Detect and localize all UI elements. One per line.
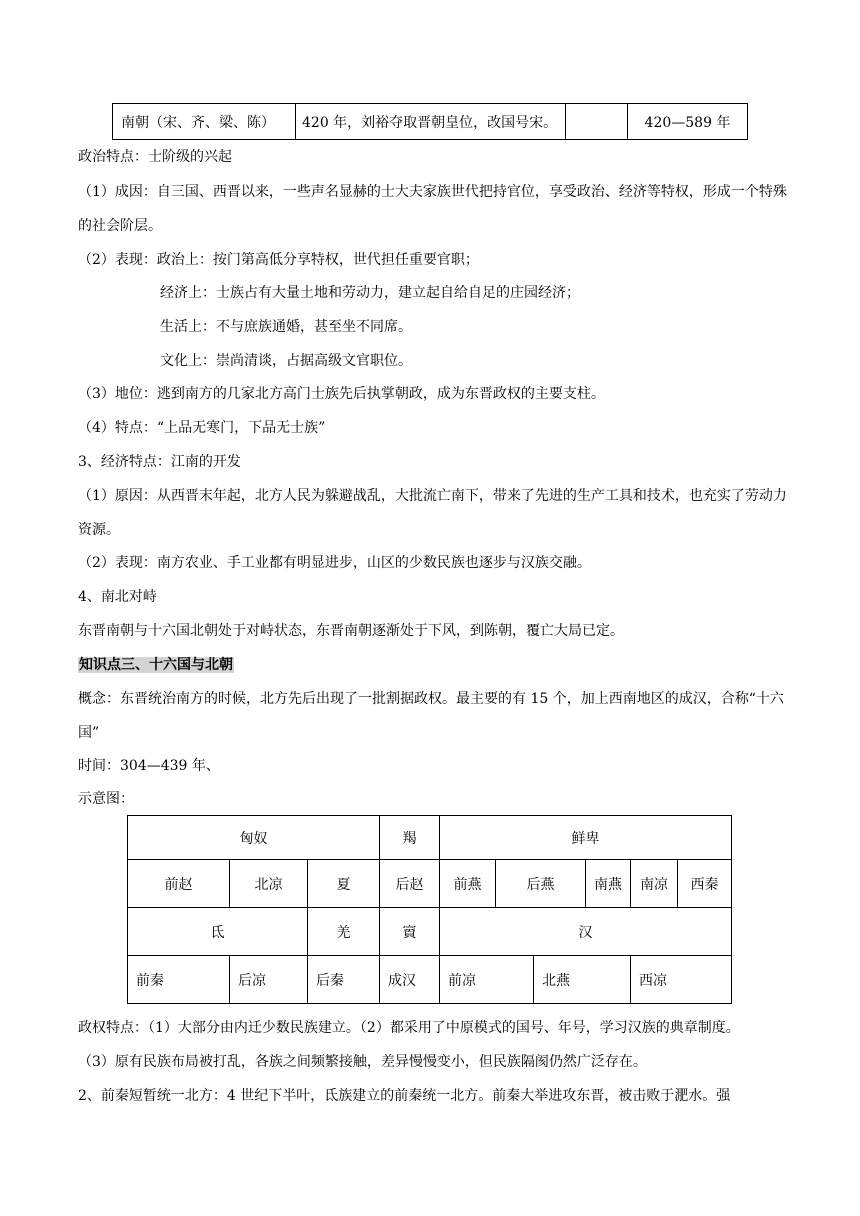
kingdom-cell: 后秦: [308, 956, 380, 1004]
kingdom-cell: 成汉: [380, 956, 440, 1004]
cause-paragraph: （1）成因：自三国、西晋以来，一些声名显赫的士大夫家族世代把持官位，享受政治、经济等特权，形成一个特殊的社会阶层。: [78, 184, 787, 234]
ethnic-group-cell: 羌: [308, 908, 380, 956]
confrontation-heading: 4、南北对峙: [78, 589, 157, 605]
concept-paragraph: 概念：东晋统治南方的时候，北方先后出现了一批割据政权。最主要的有 15 个，加上西南地区的成汉，合称“十六国”: [78, 691, 784, 741]
kingdom-cell: 前秦: [128, 956, 230, 1004]
manifestation-political: （2）表现：政治上：按门第高低分享特权，世代担任重要官职；: [78, 252, 479, 268]
manifestation-life: 生活上：不与庶族通婚，甚至坐不同席。: [160, 319, 412, 335]
ethnic-group-cell: 羯: [380, 816, 440, 860]
time-paragraph: 时间：304—439 年、: [78, 758, 220, 774]
dynasty-name-cell: 南朝（宋、齐、梁、陈）: [113, 104, 296, 140]
highlighted-heading: 知识点三、十六国与北朝: [79, 657, 233, 673]
political-heading: 政治特点：士阶级的兴起: [78, 149, 232, 165]
kingdom-cell: 后燕: [496, 860, 586, 908]
dynasty-empty-cell: [566, 104, 628, 140]
dynasty-event-cell: 420 年，刘裕夺取晋朝皇位，改国号宋。: [296, 104, 566, 140]
economic-manifestation: （2）表现：南方农业、手工业都有明显进步，山区的少数民族也逐步与汉族交融。: [78, 555, 591, 571]
regime-features: 政权特点：（1）大部分由内迁少数民族建立。（2）都采用了中原模式的国号、年号，学习汉族的典章制度。: [78, 1020, 740, 1036]
status-paragraph: （3）地位：逃到南方的几家北方高门士族先后执掌朝政，成为东晋政权的主要支柱。: [78, 386, 605, 402]
ethnic-group-cell: 鲜卑: [440, 816, 732, 860]
economic-heading: 3、经济特点：江南的开发: [78, 454, 241, 470]
kingdom-cell: 南凉: [631, 860, 678, 908]
ethnic-group-cell: 賨: [380, 908, 440, 956]
ethnic-group-cell: 匈奴: [128, 816, 380, 860]
kingdom-cell: 后赵: [380, 860, 440, 908]
kingdom-cell: 前凉: [440, 956, 534, 1004]
kingdom-cell: 北凉: [230, 860, 308, 908]
dynasty-period-cell: 420—589 年: [628, 104, 748, 140]
kingdom-cell: 西凉: [631, 956, 732, 1004]
ethnic-group-cell: 汉: [440, 908, 732, 956]
kingdom-cell: 后凉: [230, 956, 308, 1004]
feature-paragraph: （4）特点：“上品无寒门，下品无士族”: [78, 420, 326, 436]
regime-features-3: （3）原有民族布局被打乱，各族之间频繁接触，差异慢慢变小，但民族隔阂仍然广泛存在。: [78, 1054, 647, 1070]
diagram-label: 示意图：: [78, 791, 134, 807]
kingdom-cell: 南燕: [586, 860, 631, 908]
kingdom-cell: 前赵: [128, 860, 230, 908]
kingdom-cell: 夏: [308, 860, 380, 908]
knowledge-point-heading: [78, 648, 798, 682]
kingdom-cell: 西秦: [678, 860, 732, 908]
economic-reason: （1）原因：从西晋末年起，北方人民为躲避战乱，大批流亡南下，带来了先进的生产工具和技术，也充实了劳动力资源。: [78, 488, 787, 538]
kingdom-cell: 前燕: [440, 860, 496, 908]
dynasty-table: [112, 103, 748, 140]
confrontation-paragraph: 东晋南朝与十六国北朝处于对峙状态，东晋南朝逐渐处于下风，到陈朝，覆亡大局已定。: [78, 623, 624, 639]
former-qin-paragraph: 2、前秦短暂统一北方：4 世纪下半叶，氐族建立的前秦统一北方。前秦大举进攻东晋，被击败于淝水。强: [78, 1088, 731, 1104]
kingdom-cell: 北燕: [534, 956, 631, 1004]
sixteen-kingdoms-table: [127, 815, 732, 1004]
manifestation-economic: 经济上：士族占有大量土地和劳动力，建立起自给自足的庄园经济；: [160, 285, 580, 301]
ethnic-group-cell: 氐: [128, 908, 308, 956]
manifestation-culture: 文化上：崇尚清谈，占据高级文官职位。: [160, 353, 412, 369]
